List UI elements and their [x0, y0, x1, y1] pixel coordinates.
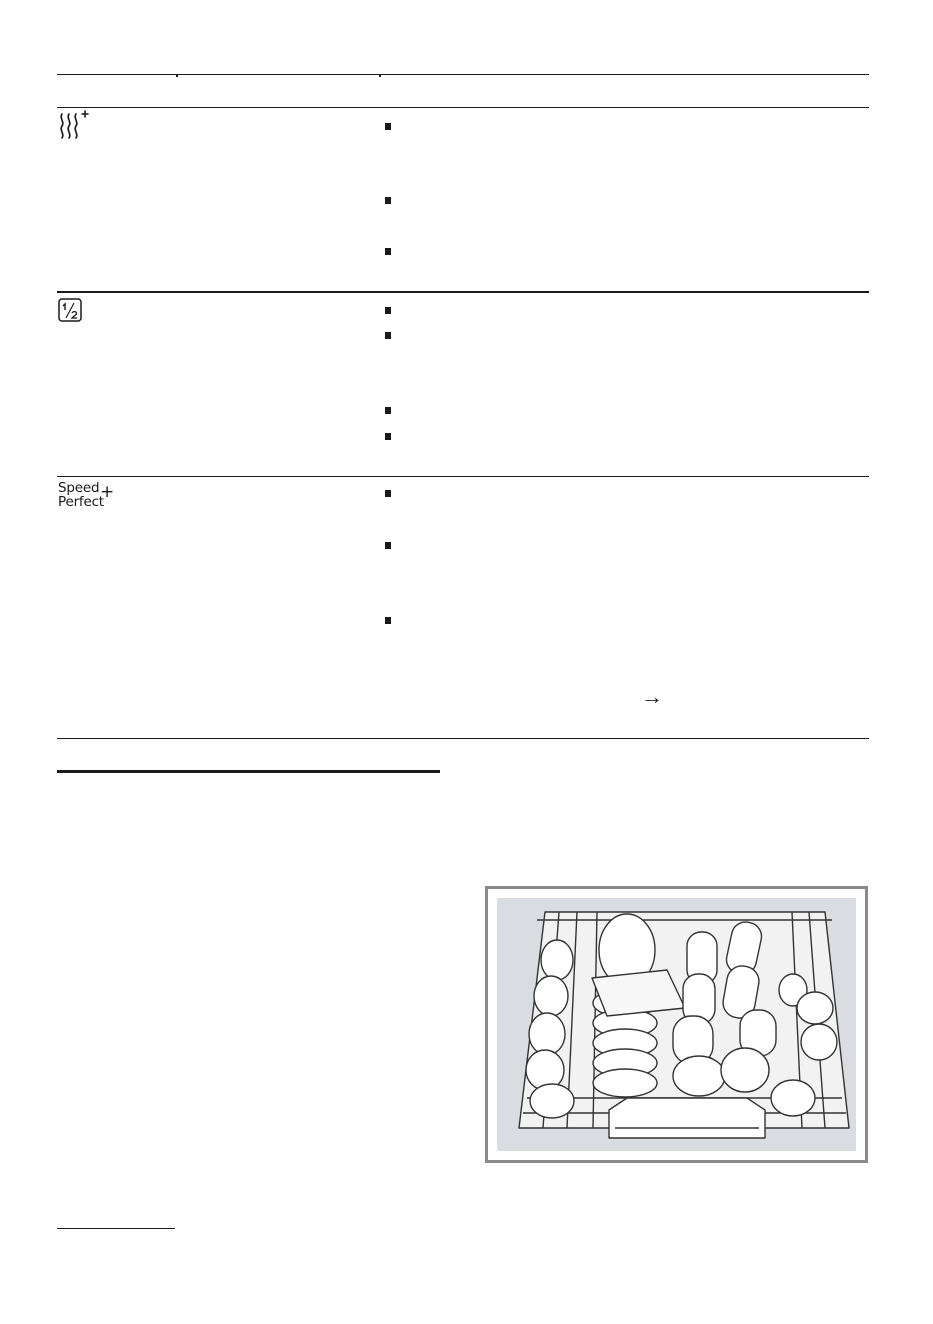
list-bullet — [385, 307, 391, 314]
list-bullet — [385, 248, 391, 255]
list-bullet — [385, 542, 391, 549]
footnote-rule — [57, 1228, 175, 1229]
dishwasher-basket-illustration — [497, 898, 856, 1151]
section-heading-rule — [57, 770, 440, 773]
table-header-rule — [57, 107, 869, 108]
half-load-icon — [58, 298, 83, 323]
illustration-frame — [485, 886, 868, 1163]
intensive-zone-icon — [58, 110, 90, 140]
column-separator-2 — [379, 74, 381, 77]
list-bullet — [385, 123, 391, 130]
list-bullet — [385, 332, 391, 339]
perfect-label: Perfect — [58, 494, 104, 510]
row-divider-1 — [57, 291, 869, 293]
speed-label: Speed — [58, 480, 100, 496]
list-bullet — [385, 617, 391, 624]
table-top-rule — [57, 74, 869, 75]
list-bullet — [385, 407, 391, 414]
list-bullet — [385, 490, 391, 497]
table-bottom-rule — [57, 738, 869, 739]
plus-mark: + — [100, 482, 115, 502]
column-separator-1 — [176, 74, 178, 77]
list-bullet — [385, 433, 391, 440]
row-divider-2 — [57, 476, 869, 477]
illustration-background — [497, 898, 856, 1151]
list-bullet — [385, 197, 391, 204]
reference-arrow: → — [641, 684, 663, 709]
